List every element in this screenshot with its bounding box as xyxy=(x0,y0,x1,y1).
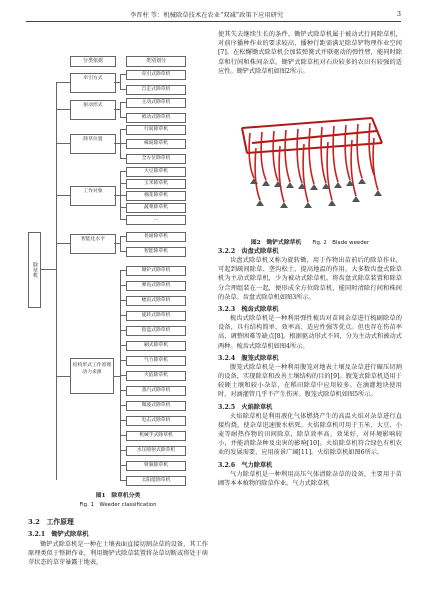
leaf-box: 株间除草机 xyxy=(126,139,186,149)
connector xyxy=(56,143,70,144)
paragraph: 梳齿式除草机是一种利用弹性梳齿对苗间杂草进行梳刷除草的设备，具有结构简单、效率高、适应性强等优点。但也存在伤苗率高、调整困难等缺点[8]。根据驱动形式不同，分为主动式和被动式两种。梳齿式除草机如图4所示。 xyxy=(218,315,402,350)
right-column-sections xyxy=(218,244,402,488)
subsection-heading: 3.2.6 气力除草机 xyxy=(218,461,273,469)
leaf-box: 气力除草机 xyxy=(126,356,186,366)
running-title: 李晋柱 等：机械除草技术在农业“双减”政策下应用研究 xyxy=(130,12,284,19)
leaf-box: 被动式除草机 xyxy=(126,113,186,123)
leaf-box: 全方位除草机 xyxy=(126,154,186,164)
connector xyxy=(56,376,70,377)
figure-1-caption-en: Fig. 1 Weeder classification xyxy=(79,502,157,508)
leaf-box: 大豆除草机 xyxy=(126,167,186,177)
category-box: 驱动形式 xyxy=(70,100,116,120)
subsection-heading: 3.2.1 锄铲式除草机 xyxy=(28,531,89,538)
leaf-box: 太阳能除草机 xyxy=(126,476,186,486)
connector xyxy=(56,109,70,110)
leaf-box: 梳齿式除草机 xyxy=(126,296,186,306)
leaf-box: 电击式除草机 xyxy=(126,416,186,426)
leaf-box: 棉花除草机 xyxy=(126,191,186,201)
header-rule xyxy=(26,21,401,22)
leaf-box: 射频除草机 xyxy=(126,461,186,471)
leaf-box: 旋转式除草机 xyxy=(126,311,186,321)
leaf-box: 指盘式除草机 xyxy=(126,326,186,336)
root-box: 除草机 xyxy=(28,232,41,308)
figure-1-caption xyxy=(28,490,208,508)
connector xyxy=(120,74,121,89)
connector xyxy=(120,236,121,251)
connector xyxy=(56,195,70,196)
subsection-heading: 3.2.2 齿盘式除草机 xyxy=(218,248,279,255)
leaf-box: 微波式除草机 xyxy=(126,401,186,411)
root-connector xyxy=(40,269,56,270)
paragraph: 齿盘式除草机又称为旋转锄，用于作物出苗前后的除草作业，可起到疏间除草、垄沟松土、提高地温的作用。大多数齿盘式除草机为主动式除草机，少为被动式除草机。将齿盘式除草装置和除草分合理组装在一起，便形成全方位除草机，能同时清除行间和株间的杂草。齿盘式除草机如图3所示。 xyxy=(218,257,402,301)
leaf-box: 主动式除草机 xyxy=(126,98,186,108)
leaf-box: 牵引式除草机 xyxy=(126,70,186,80)
leaf-box: … xyxy=(126,215,186,225)
leaf-box: 普通除草机 xyxy=(126,232,186,242)
section-3-2 xyxy=(28,516,208,568)
section-heading: 3.2 工作原理 xyxy=(28,518,74,526)
leaf-box: 火焰除草机 xyxy=(126,371,186,381)
page-number: 3 xyxy=(396,10,401,18)
category-box: 除草位置 xyxy=(70,134,116,154)
subsection-heading: 3.2.3 梳齿式除草机 xyxy=(218,306,279,314)
leaf-box: 弹齿式除草机 xyxy=(126,281,186,291)
paragraph: 气力除草机是一种利用高压气体清除杂草的设备，主要用于苗圃等本本植物的除草作业。气力式除草机 xyxy=(218,470,402,487)
connector xyxy=(56,82,70,83)
leaf-box: 蒸汽式除草机 xyxy=(126,386,186,396)
column-head-basis: 分类依据 xyxy=(70,56,116,67)
blade-weeder-image xyxy=(222,98,398,228)
connector xyxy=(120,102,121,117)
leaf-box: 刷式除草机 xyxy=(126,341,186,351)
leaf-box: 智能除草机 xyxy=(126,247,186,257)
connector xyxy=(56,243,70,244)
trunk-line xyxy=(56,82,57,480)
category-box: 牵引方式 xyxy=(70,73,116,93)
leaf-box: 自走式除草机 xyxy=(126,85,186,95)
leaf-box: 玉米除草机 xyxy=(126,179,186,189)
paragraph: 火焰除草机是利用液化气体燃烧产生的高温火焰对杂草进行直接灼烧，使杂草迅速脱水枯死。火焰除草机可用于玉米、大豆、小麦等耐热作物的田间除草，除草效率高、效果好，对环境影响较小，并能消除杂种及虫害的影响[10]。火焰除草机符合绿色有机农业的发展需要，应用前景广阔[11]。火焰除草机如图6所示。 xyxy=(218,412,402,457)
leaf-box: 蔬菜除草机 xyxy=(126,203,186,213)
paragraph: 腹笼式除草机是一种利用腹笼对地表土壤及杂草进行碾压切割的设备，实现除草和改善土壤结构的目的[9]。腹笼式除草机适用于较硬土壤和较小杂草，在稻田除草中应用较多。在滴灌地块使用时，对滴灌管几乎不产生伤害。腹笼式除草机如图5所示。 xyxy=(218,363,402,399)
subsection-heading: 3.2.5 火焰除草机 xyxy=(218,403,273,411)
subsection-heading: 3.2.4 腹笼式除草机 xyxy=(218,354,279,362)
leaf-box: 水压喷射式除草机 xyxy=(126,446,186,456)
category-box: 结构形式工作原理动力来源 xyxy=(70,358,114,394)
leaf-box: 行间除草机 xyxy=(126,125,186,135)
leaf-box: 机械手式除草机 xyxy=(126,431,186,441)
figure-2-caption-en: Fig. 2 Blade weeder xyxy=(312,240,370,246)
figure-1-caption-cn: 图1 除草机分类 xyxy=(95,493,141,499)
figure-2-caption-cn: 图2 锄铲式除草机 xyxy=(250,240,302,246)
category-box: 智能化水平 xyxy=(70,234,116,254)
page-header xyxy=(0,8,427,22)
leaf-box: 锄铲式除草机 xyxy=(126,266,186,276)
paragraph: 锄铲式除草机是一种在土壤表面直接切割杂草的设备，其工作原理类似于整耕作业，利用锄铲式除草装置将杂草切断或将处于萌芽状态的草芽暴露于地表， xyxy=(28,541,208,567)
paragraph: 使其失去继续生长的条件。锄铲式除草机属于被动式行间除草机，对前序播种作业的要求较高，播种行距需满足除草铲物理作业空间[7]。在松懈锄式除草机会加装弹簧式并联驱动的弹性臂，能同时除草和行间和株间杂草。锄铲式除草机对石块较多的农田有较强的适应性。锄铲式除草机如图2所示。 xyxy=(218,31,402,75)
column-head-category: 类别划分 xyxy=(126,56,186,67)
category-box: 工作对象 xyxy=(70,186,116,206)
